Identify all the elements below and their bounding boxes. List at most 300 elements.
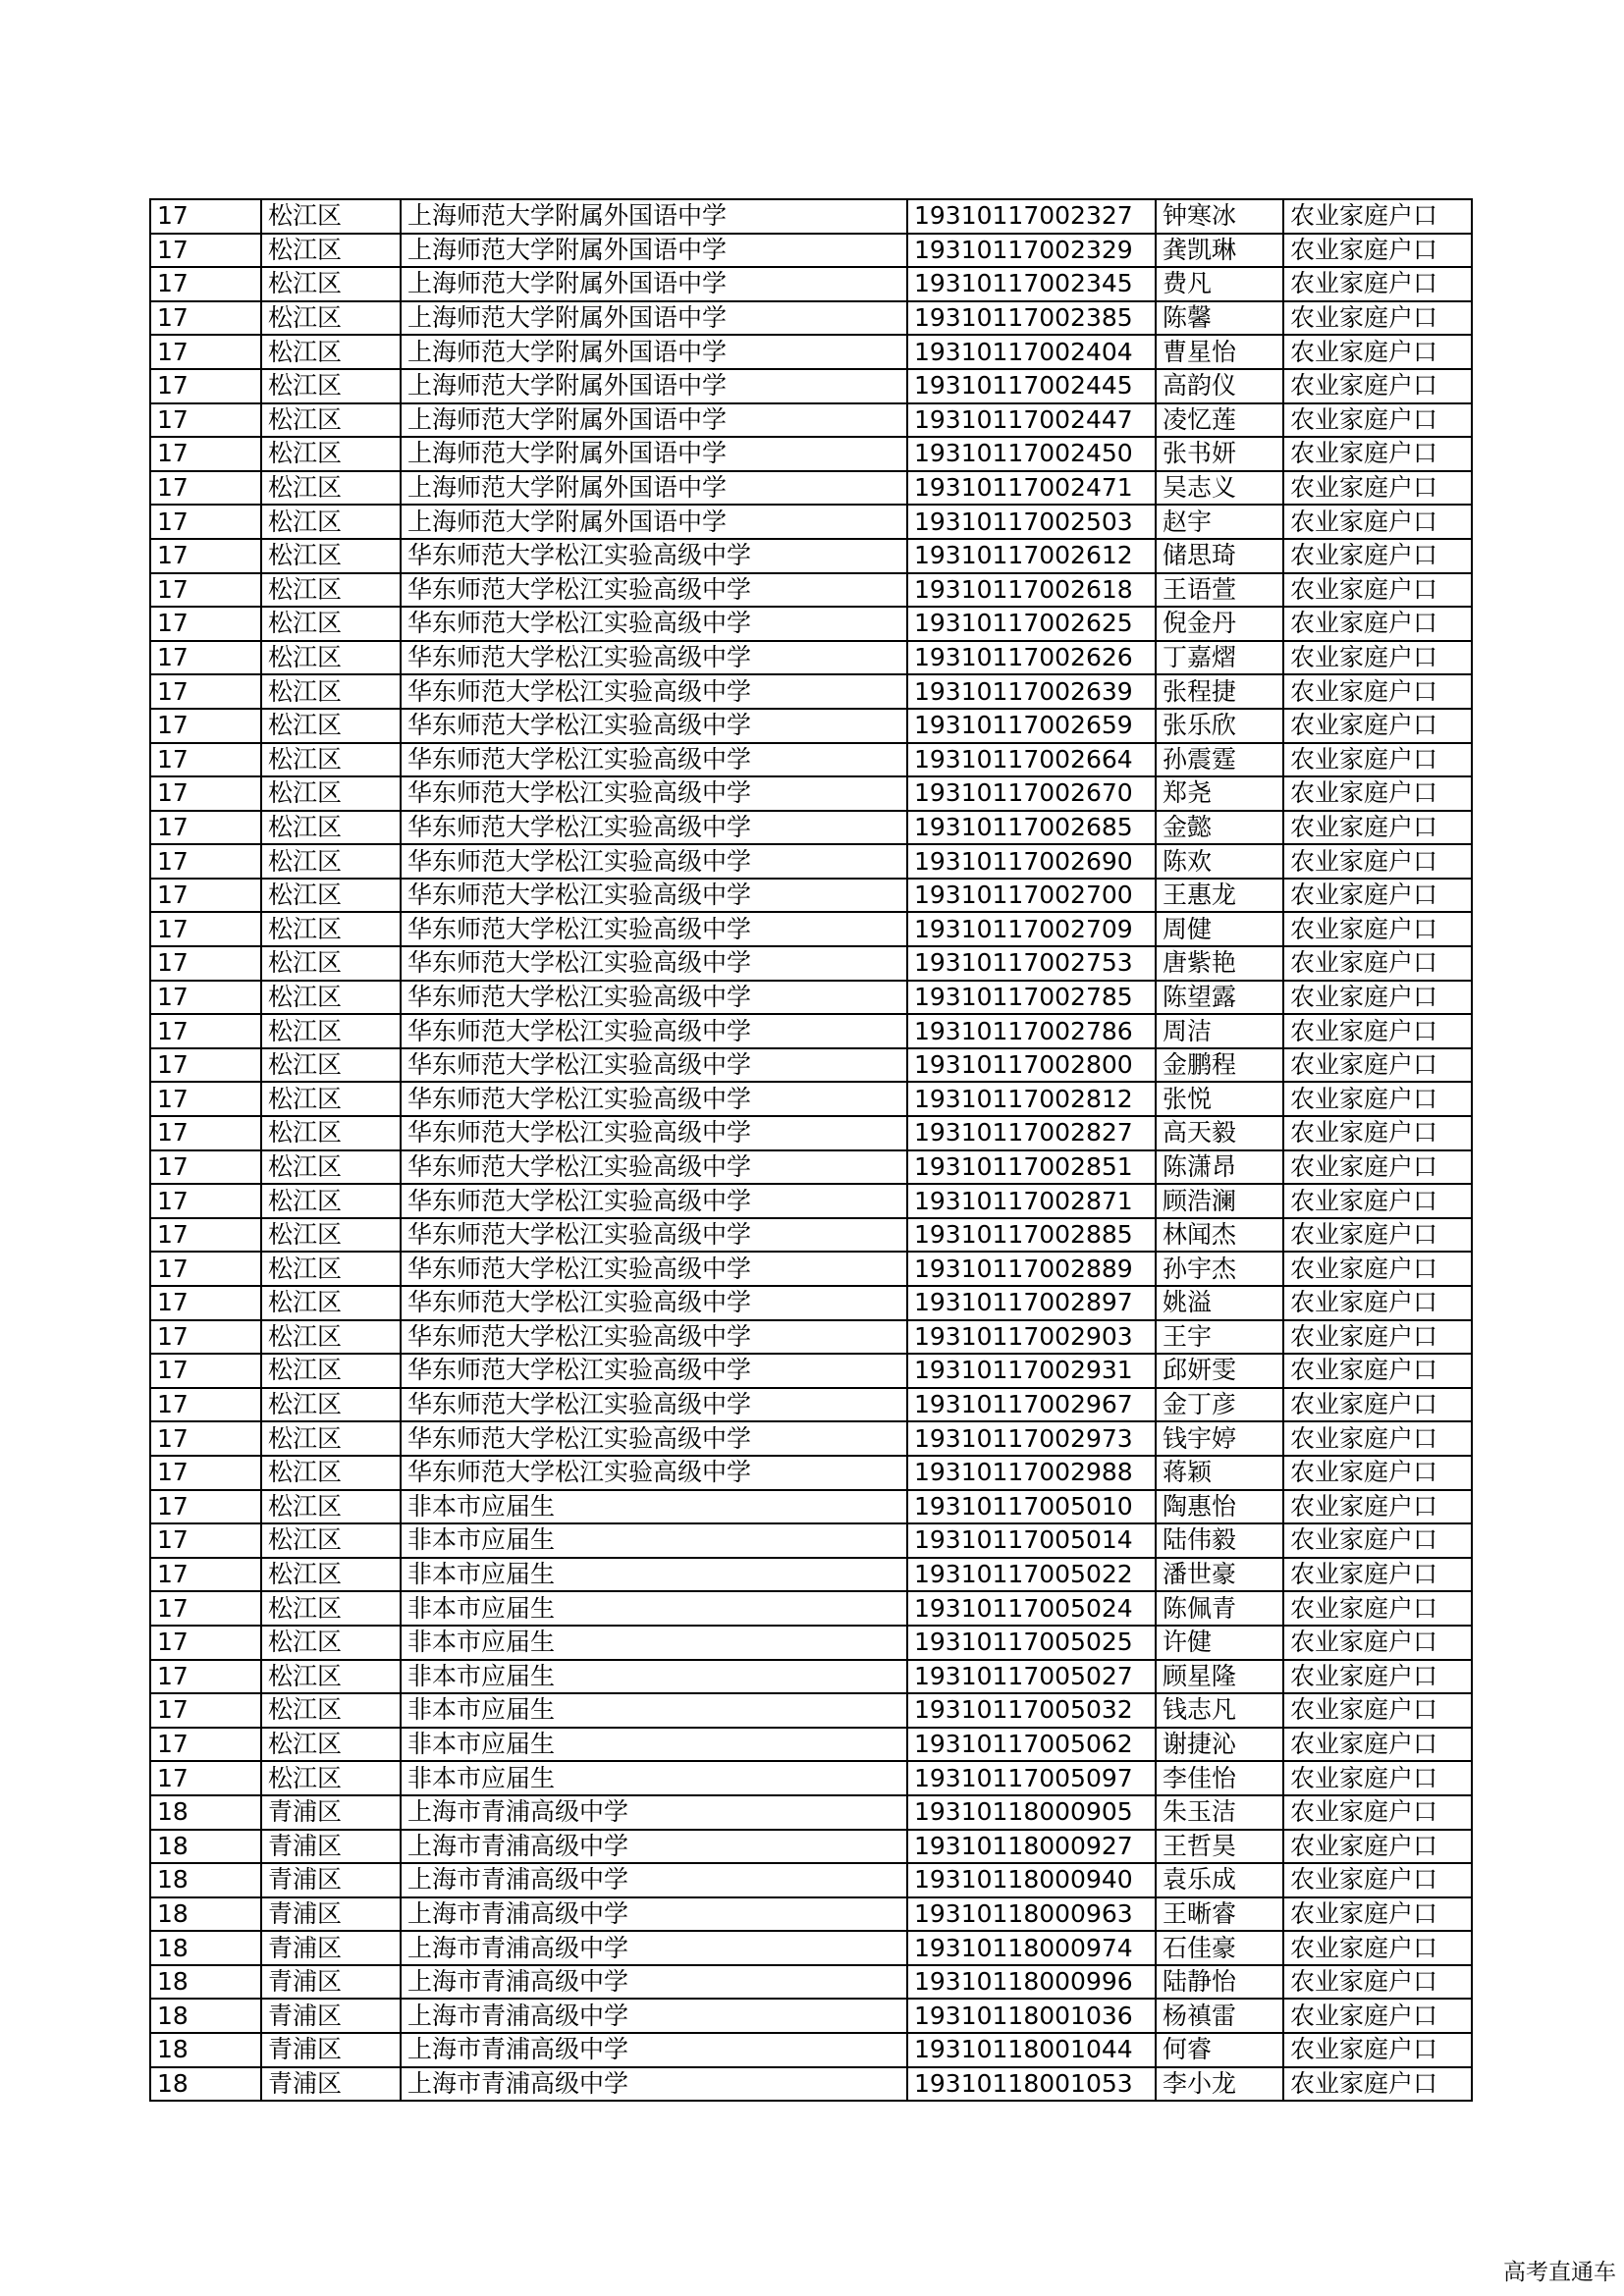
exam-id-cell: 19310117005024 (907, 1591, 1156, 1626)
batch-cell: 17 (150, 1490, 261, 1524)
student-name-cell: 丁嘉熠 (1156, 641, 1283, 675)
table-row (150, 1523, 1472, 1558)
district-cell: 松江区 (261, 199, 401, 234)
batch-cell: 17 (150, 879, 261, 913)
table-row (150, 1795, 1472, 1830)
batch-cell: 17 (150, 369, 261, 403)
table-row (150, 1218, 1472, 1253)
batch-cell: 17 (150, 946, 261, 981)
student-name-cell: 金丁彦 (1156, 1388, 1283, 1422)
student-name-cell: 林闻杰 (1156, 1218, 1283, 1253)
exam-id-cell: 19310117005025 (907, 1626, 1156, 1660)
batch-cell: 17 (150, 573, 261, 608)
table-row (150, 1761, 1472, 1795)
student-name-cell: 王惠龙 (1156, 879, 1283, 913)
district-cell: 松江区 (261, 709, 401, 743)
school-cell: 华东师范大学松江实验高级中学 (401, 539, 907, 573)
exam-id-cell: 19310117005032 (907, 1693, 1156, 1728)
batch-cell: 17 (150, 1218, 261, 1253)
batch-cell: 17 (150, 1048, 261, 1083)
exam-id-cell: 19310117005014 (907, 1523, 1156, 1558)
household-type-cell: 农业家庭户口 (1283, 1558, 1472, 1592)
batch-cell: 17 (150, 471, 261, 506)
exam-id-cell: 19310117002812 (907, 1082, 1156, 1116)
exam-id-cell: 19310117002625 (907, 607, 1156, 641)
district-cell: 松江区 (261, 1252, 401, 1286)
district-cell: 松江区 (261, 1626, 401, 1660)
school-cell: 上海师范大学附属外国语中学 (401, 505, 907, 539)
student-name-cell: 高天毅 (1156, 1116, 1283, 1150)
roster-body (150, 199, 1472, 2101)
student-name-cell: 袁乐成 (1156, 1863, 1283, 1897)
household-type-cell: 农业家庭户口 (1283, 471, 1472, 506)
table-row (150, 844, 1472, 879)
district-cell: 松江区 (261, 369, 401, 403)
exam-id-cell: 19310117002967 (907, 1388, 1156, 1422)
district-cell: 松江区 (261, 879, 401, 913)
student-name-cell: 陈佩青 (1156, 1591, 1283, 1626)
table-row (150, 1150, 1472, 1185)
table-row (150, 1286, 1472, 1320)
exam-id-cell: 19310117002897 (907, 1286, 1156, 1320)
household-type-cell: 农业家庭户口 (1283, 2067, 1472, 2102)
batch-cell: 17 (150, 607, 261, 641)
district-cell: 松江区 (261, 641, 401, 675)
district-cell: 青浦区 (261, 2067, 401, 2102)
table-row (150, 743, 1472, 777)
batch-cell: 17 (150, 1014, 261, 1048)
household-type-cell: 农业家庭户口 (1283, 844, 1472, 879)
exam-id-cell: 19310117002889 (907, 1252, 1156, 1286)
district-cell: 青浦区 (261, 1965, 401, 2000)
exam-id-cell: 19310117002664 (907, 743, 1156, 777)
batch-cell: 17 (150, 335, 261, 369)
table-row (150, 1965, 1472, 2000)
batch-cell: 18 (150, 1897, 261, 1932)
household-type-cell: 农业家庭户口 (1283, 2033, 1472, 2067)
table-row (150, 776, 1472, 811)
exam-id-cell: 19310118000927 (907, 1830, 1156, 1864)
household-type-cell: 农业家庭户口 (1283, 1014, 1472, 1048)
student-name-cell: 储思琦 (1156, 539, 1283, 573)
school-cell: 华东师范大学松江实验高级中学 (401, 709, 907, 743)
district-cell: 松江区 (261, 1116, 401, 1150)
table-row (150, 1660, 1472, 1694)
student-name-cell: 龚凯琳 (1156, 234, 1283, 268)
exam-id-cell: 19310117002903 (907, 1320, 1156, 1355)
student-name-cell: 陈潇昂 (1156, 1150, 1283, 1185)
school-cell: 华东师范大学松江实验高级中学 (401, 607, 907, 641)
district-cell: 松江区 (261, 1490, 401, 1524)
school-cell: 非本市应届生 (401, 1558, 907, 1592)
district-cell: 松江区 (261, 1150, 401, 1185)
school-cell: 非本市应届生 (401, 1761, 907, 1795)
exam-id-cell: 19310117002690 (907, 844, 1156, 879)
household-type-cell: 农业家庭户口 (1283, 199, 1472, 234)
district-cell: 松江区 (261, 912, 401, 946)
student-name-cell: 张乐欣 (1156, 709, 1283, 743)
school-cell: 上海市青浦高级中学 (401, 1897, 907, 1932)
district-cell: 松江区 (261, 1184, 401, 1218)
batch-cell: 18 (150, 2033, 261, 2067)
school-cell: 华东师范大学松江实验高级中学 (401, 1048, 907, 1083)
school-cell: 华东师范大学松江实验高级中学 (401, 811, 907, 845)
table-row (150, 1048, 1472, 1083)
district-cell: 松江区 (261, 1456, 401, 1490)
school-cell: 华东师范大学松江实验高级中学 (401, 1421, 907, 1456)
table-row (150, 607, 1472, 641)
household-type-cell: 农业家庭户口 (1283, 301, 1472, 336)
district-cell: 松江区 (261, 1218, 401, 1253)
exam-id-cell: 19310117002639 (907, 674, 1156, 709)
exam-id-cell: 19310118000996 (907, 1965, 1156, 2000)
batch-cell: 17 (150, 505, 261, 539)
student-name-cell: 陶惠怡 (1156, 1490, 1283, 1524)
household-type-cell: 农业家庭户口 (1283, 1388, 1472, 1422)
household-type-cell: 农业家庭户口 (1283, 234, 1472, 268)
district-cell: 青浦区 (261, 2033, 401, 2067)
table-row (150, 2033, 1472, 2067)
school-cell: 华东师范大学松江实验高级中学 (401, 743, 907, 777)
batch-cell: 18 (150, 1965, 261, 2000)
exam-id-cell: 19310118001036 (907, 1999, 1156, 2033)
district-cell: 青浦区 (261, 1931, 401, 1965)
household-type-cell: 农业家庭户口 (1283, 1761, 1472, 1795)
student-name-cell: 费凡 (1156, 267, 1283, 301)
batch-cell: 17 (150, 641, 261, 675)
district-cell: 松江区 (261, 403, 401, 438)
table-row (150, 1863, 1472, 1897)
household-type-cell: 农业家庭户口 (1283, 1116, 1472, 1150)
district-cell: 松江区 (261, 234, 401, 268)
batch-cell: 17 (150, 1761, 261, 1795)
household-type-cell: 农业家庭户口 (1283, 1863, 1472, 1897)
school-cell: 上海师范大学附属外国语中学 (401, 267, 907, 301)
exam-id-cell: 19310117002670 (907, 776, 1156, 811)
school-cell: 华东师范大学松江实验高级中学 (401, 573, 907, 608)
batch-cell: 17 (150, 674, 261, 709)
table-row (150, 981, 1472, 1015)
exam-id-cell: 19310117002973 (907, 1421, 1156, 1456)
table-row (150, 1728, 1472, 1762)
batch-cell: 17 (150, 1082, 261, 1116)
household-type-cell: 农业家庭户口 (1283, 1150, 1472, 1185)
district-cell: 松江区 (261, 505, 401, 539)
batch-cell: 18 (150, 1863, 261, 1897)
student-name-cell: 钟寒冰 (1156, 199, 1283, 234)
district-cell: 松江区 (261, 1014, 401, 1048)
exam-id-cell: 19310117002753 (907, 946, 1156, 981)
batch-cell: 18 (150, 2067, 261, 2102)
district-cell: 松江区 (261, 471, 401, 506)
household-type-cell: 农业家庭户口 (1283, 1320, 1472, 1355)
school-cell: 上海市青浦高级中学 (401, 2033, 907, 2067)
exam-id-cell: 19310117002404 (907, 335, 1156, 369)
table-row (150, 573, 1472, 608)
table-row (150, 234, 1472, 268)
district-cell: 松江区 (261, 1558, 401, 1592)
household-type-cell: 农业家庭户口 (1283, 539, 1472, 573)
student-name-cell: 王晰睿 (1156, 1897, 1283, 1932)
student-name-cell: 李佳怡 (1156, 1761, 1283, 1795)
school-cell: 非本市应届生 (401, 1728, 907, 1762)
student-name-cell: 吴志义 (1156, 471, 1283, 506)
batch-cell: 17 (150, 811, 261, 845)
school-cell: 华东师范大学松江实验高级中学 (401, 981, 907, 1015)
batch-cell: 17 (150, 1116, 261, 1150)
exam-id-cell: 19310117002503 (907, 505, 1156, 539)
exam-id-cell: 19310117002329 (907, 234, 1156, 268)
batch-cell: 17 (150, 844, 261, 879)
batch-cell: 17 (150, 1660, 261, 1694)
household-type-cell: 农业家庭户口 (1283, 1082, 1472, 1116)
exam-id-cell: 19310117002450 (907, 437, 1156, 471)
school-cell: 非本市应届生 (401, 1591, 907, 1626)
exam-id-cell: 19310117002471 (907, 471, 1156, 506)
district-cell: 松江区 (261, 1354, 401, 1388)
exam-id-cell: 19310117002931 (907, 1354, 1156, 1388)
student-name-cell: 孙震霆 (1156, 743, 1283, 777)
batch-cell: 18 (150, 1795, 261, 1830)
table-row (150, 199, 1472, 234)
table-row (150, 1626, 1472, 1660)
household-type-cell: 农业家庭户口 (1283, 1252, 1472, 1286)
household-type-cell: 农业家庭户口 (1283, 505, 1472, 539)
table-row (150, 1184, 1472, 1218)
exam-id-cell: 19310117002385 (907, 301, 1156, 336)
district-cell: 松江区 (261, 674, 401, 709)
student-name-cell: 陈望露 (1156, 981, 1283, 1015)
student-name-cell: 钱宇婷 (1156, 1421, 1283, 1456)
household-type-cell: 农业家庭户口 (1283, 437, 1472, 471)
household-type-cell: 农业家庭户口 (1283, 1421, 1472, 1456)
batch-cell: 17 (150, 1421, 261, 1456)
batch-cell: 17 (150, 1354, 261, 1388)
household-type-cell: 农业家庭户口 (1283, 709, 1472, 743)
district-cell: 松江区 (261, 1421, 401, 1456)
household-type-cell: 农业家庭户口 (1283, 912, 1472, 946)
household-type-cell: 农业家庭户口 (1283, 1660, 1472, 1694)
school-cell: 华东师范大学松江实验高级中学 (401, 1082, 907, 1116)
student-name-cell: 张程捷 (1156, 674, 1283, 709)
household-type-cell: 农业家庭户口 (1283, 879, 1472, 913)
school-cell: 上海市青浦高级中学 (401, 1830, 907, 1864)
exam-id-cell: 19310117002445 (907, 369, 1156, 403)
household-type-cell: 农业家庭户口 (1283, 1795, 1472, 1830)
table-row (150, 1320, 1472, 1355)
table-row (150, 1931, 1472, 1965)
student-name-cell: 高韵仪 (1156, 369, 1283, 403)
student-name-cell: 钱志凡 (1156, 1693, 1283, 1728)
exam-id-cell: 19310117005027 (907, 1660, 1156, 1694)
household-type-cell: 农业家庭户口 (1283, 776, 1472, 811)
household-type-cell: 农业家庭户口 (1283, 335, 1472, 369)
student-name-cell: 王哲昊 (1156, 1830, 1283, 1864)
student-name-cell: 王宇 (1156, 1320, 1283, 1355)
table-row (150, 2067, 1472, 2102)
district-cell: 松江区 (261, 1082, 401, 1116)
school-cell: 华东师范大学松江实验高级中学 (401, 1388, 907, 1422)
student-name-cell: 潘世豪 (1156, 1558, 1283, 1592)
household-type-cell: 农业家庭户口 (1283, 674, 1472, 709)
school-cell: 上海师范大学附属外国语中学 (401, 403, 907, 438)
batch-cell: 17 (150, 1693, 261, 1728)
household-type-cell: 农业家庭户口 (1283, 267, 1472, 301)
household-type-cell: 农业家庭户口 (1283, 1999, 1472, 2033)
exam-id-cell: 19310118000963 (907, 1897, 1156, 1932)
batch-cell: 17 (150, 1456, 261, 1490)
household-type-cell: 农业家庭户口 (1283, 1286, 1472, 1320)
student-name-cell: 凌忆莲 (1156, 403, 1283, 438)
batch-cell: 17 (150, 1286, 261, 1320)
household-type-cell: 农业家庭户口 (1283, 1591, 1472, 1626)
batch-cell: 17 (150, 1523, 261, 1558)
exam-id-cell: 19310117002327 (907, 199, 1156, 234)
household-type-cell: 农业家庭户口 (1283, 1184, 1472, 1218)
table-row (150, 1421, 1472, 1456)
school-cell: 上海市青浦高级中学 (401, 2067, 907, 2102)
household-type-cell: 农业家庭户口 (1283, 1456, 1472, 1490)
student-name-cell: 金懿 (1156, 811, 1283, 845)
table-row (150, 1490, 1472, 1524)
student-name-cell: 金鹏程 (1156, 1048, 1283, 1083)
school-cell: 上海师范大学附属外国语中学 (401, 335, 907, 369)
district-cell: 松江区 (261, 1591, 401, 1626)
table-row (150, 1456, 1472, 1490)
student-name-cell: 谢捷沁 (1156, 1728, 1283, 1762)
student-name-cell: 朱玉洁 (1156, 1795, 1283, 1830)
district-cell: 松江区 (261, 301, 401, 336)
batch-cell: 17 (150, 1320, 261, 1355)
batch-cell: 17 (150, 709, 261, 743)
household-type-cell: 农业家庭户口 (1283, 573, 1472, 608)
table-row (150, 267, 1472, 301)
school-cell: 华东师范大学松江实验高级中学 (401, 879, 907, 913)
table-row (150, 946, 1472, 981)
exam-id-cell: 19310117002851 (907, 1150, 1156, 1185)
household-type-cell: 农业家庭户口 (1283, 743, 1472, 777)
district-cell: 松江区 (261, 1286, 401, 1320)
student-name-cell: 李小龙 (1156, 2067, 1283, 2102)
student-name-cell: 许健 (1156, 1626, 1283, 1660)
table-row (150, 879, 1472, 913)
school-cell: 华东师范大学松江实验高级中学 (401, 641, 907, 675)
school-cell: 华东师范大学松江实验高级中学 (401, 1116, 907, 1150)
household-type-cell: 农业家庭户口 (1283, 1931, 1472, 1965)
school-cell: 华东师范大学松江实验高级中学 (401, 776, 907, 811)
household-type-cell: 农业家庭户口 (1283, 1626, 1472, 1660)
batch-cell: 18 (150, 1931, 261, 1965)
district-cell: 松江区 (261, 1761, 401, 1795)
district-cell: 青浦区 (261, 1999, 401, 2033)
table-row (150, 1897, 1472, 1932)
exam-id-cell: 19310117002685 (907, 811, 1156, 845)
student-name-cell: 杨禛雷 (1156, 1999, 1283, 2033)
district-cell: 松江区 (261, 539, 401, 573)
batch-cell: 18 (150, 1999, 261, 2033)
school-cell: 华东师范大学松江实验高级中学 (401, 674, 907, 709)
school-cell: 华东师范大学松江实验高级中学 (401, 1184, 907, 1218)
table-row (150, 1558, 1472, 1592)
household-type-cell: 农业家庭户口 (1283, 1048, 1472, 1083)
batch-cell: 17 (150, 437, 261, 471)
batch-cell: 17 (150, 981, 261, 1015)
school-cell: 华东师范大学松江实验高级中学 (401, 1014, 907, 1048)
student-name-cell: 周洁 (1156, 1014, 1283, 1048)
student-name-cell: 曹星怡 (1156, 335, 1283, 369)
school-cell: 非本市应届生 (401, 1693, 907, 1728)
district-cell: 青浦区 (261, 1795, 401, 1830)
table-row (150, 1082, 1472, 1116)
exam-id-cell: 19310117005022 (907, 1558, 1156, 1592)
table-row (150, 539, 1472, 573)
district-cell: 青浦区 (261, 1897, 401, 1932)
district-cell: 松江区 (261, 1523, 401, 1558)
household-type-cell: 农业家庭户口 (1283, 1218, 1472, 1253)
exam-id-cell: 19310117002885 (907, 1218, 1156, 1253)
student-name-cell: 顾星隆 (1156, 1660, 1283, 1694)
school-cell: 华东师范大学松江实验高级中学 (401, 844, 907, 879)
exam-id-cell: 19310118000974 (907, 1931, 1156, 1965)
batch-cell: 17 (150, 301, 261, 336)
batch-cell: 17 (150, 1626, 261, 1660)
exam-id-cell: 19310118001053 (907, 2067, 1156, 2102)
exam-id-cell: 19310117002612 (907, 539, 1156, 573)
student-name-cell: 蒋颖 (1156, 1456, 1283, 1490)
school-cell: 华东师范大学松江实验高级中学 (401, 1456, 907, 1490)
student-name-cell: 邱妍雯 (1156, 1354, 1283, 1388)
student-name-cell: 张书妍 (1156, 437, 1283, 471)
table-row (150, 912, 1472, 946)
district-cell: 松江区 (261, 437, 401, 471)
batch-cell: 17 (150, 234, 261, 268)
student-name-cell: 张悦 (1156, 1082, 1283, 1116)
student-name-cell: 陆伟毅 (1156, 1523, 1283, 1558)
household-type-cell: 农业家庭户口 (1283, 1693, 1472, 1728)
district-cell: 松江区 (261, 267, 401, 301)
school-cell: 上海师范大学附属外国语中学 (401, 301, 907, 336)
exam-id-cell: 19310117002447 (907, 403, 1156, 438)
school-cell: 华东师范大学松江实验高级中学 (401, 1252, 907, 1286)
district-cell: 松江区 (261, 1388, 401, 1422)
table-row (150, 301, 1472, 336)
student-name-cell: 周健 (1156, 912, 1283, 946)
table-row (150, 1388, 1472, 1422)
district-cell: 松江区 (261, 1320, 401, 1355)
household-type-cell: 农业家庭户口 (1283, 1354, 1472, 1388)
district-cell: 松江区 (261, 776, 401, 811)
table-row (150, 505, 1472, 539)
exam-id-cell: 19310117002988 (907, 1456, 1156, 1490)
batch-cell: 17 (150, 1728, 261, 1762)
exam-id-cell: 19310117005062 (907, 1728, 1156, 1762)
exam-id-cell: 19310117002786 (907, 1014, 1156, 1048)
household-type-cell: 农业家庭户口 (1283, 811, 1472, 845)
student-name-cell: 何睿 (1156, 2033, 1283, 2067)
school-cell: 上海师范大学附属外国语中学 (401, 471, 907, 506)
student-name-cell: 王语萱 (1156, 573, 1283, 608)
district-cell: 松江区 (261, 743, 401, 777)
exam-id-cell: 19310117002827 (907, 1116, 1156, 1150)
batch-cell: 17 (150, 1591, 261, 1626)
school-cell: 上海市青浦高级中学 (401, 1999, 907, 2033)
school-cell: 华东师范大学松江实验高级中学 (401, 1320, 907, 1355)
exam-id-cell: 19310117002659 (907, 709, 1156, 743)
table-row (150, 1591, 1472, 1626)
district-cell: 松江区 (261, 1660, 401, 1694)
student-name-cell: 陈欢 (1156, 844, 1283, 879)
batch-cell: 17 (150, 1252, 261, 1286)
